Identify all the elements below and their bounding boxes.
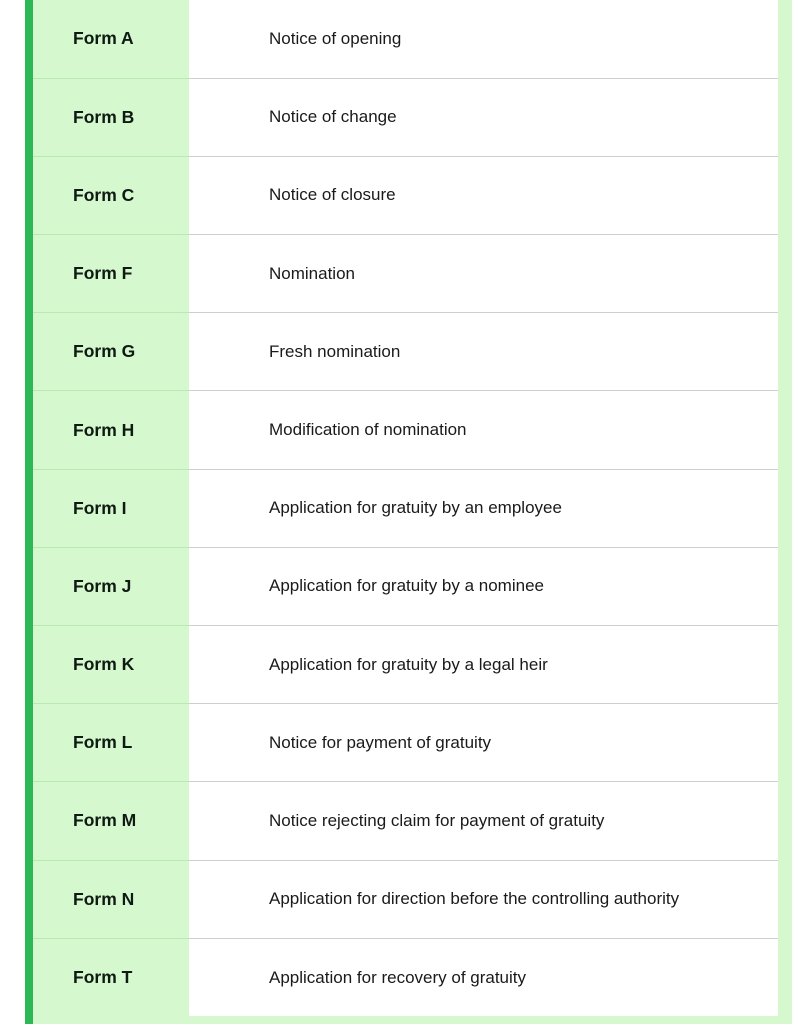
form-code-cell: Form N: [33, 860, 189, 938]
table-row: [33, 469, 778, 547]
form-code-cell: Form H: [33, 391, 189, 469]
table-row: [33, 0, 778, 78]
form-description-cell: Application for gratuity by an employee: [189, 469, 778, 547]
form-code-cell: Form B: [33, 78, 189, 156]
form-code-cell: Form M: [33, 782, 189, 860]
form-description-cell: Modification of nomination: [189, 391, 778, 469]
table-row: [33, 156, 778, 234]
form-description-cell: Application for direction before the controlling authority: [189, 860, 778, 938]
forms-table-body: [33, 0, 778, 1016]
form-description-cell: Nomination: [189, 235, 778, 313]
form-code-cell: Form A: [33, 0, 189, 78]
form-code-cell: Form K: [33, 626, 189, 704]
form-description-cell: Fresh nomination: [189, 313, 778, 391]
form-description-cell: Notice of closure: [189, 156, 778, 234]
form-code-cell: Form T: [33, 938, 189, 1016]
table-row: [33, 78, 778, 156]
table-row: [33, 313, 778, 391]
table-row: [33, 860, 778, 938]
form-description-cell: Notice of change: [189, 78, 778, 156]
form-code-cell: Form F: [33, 235, 189, 313]
table-row: [33, 938, 778, 1016]
table-row: [33, 391, 778, 469]
forms-table: [33, 0, 778, 1016]
forms-table-container: [33, 0, 778, 1024]
table-row: [33, 547, 778, 625]
form-code-cell: Form G: [33, 313, 189, 391]
form-description-cell: Application for recovery of gratuity: [189, 938, 778, 1016]
form-description-cell: Notice for payment of gratuity: [189, 704, 778, 782]
table-row: [33, 626, 778, 704]
form-code-cell: Form C: [33, 156, 189, 234]
form-description-cell: Notice rejecting claim for payment of gratuity: [189, 782, 778, 860]
table-row: [33, 235, 778, 313]
form-description-cell: Application for gratuity by a legal heir: [189, 626, 778, 704]
table-row: [33, 782, 778, 860]
form-code-cell: Form J: [33, 547, 189, 625]
form-code-cell: Form L: [33, 704, 189, 782]
table-row: [33, 704, 778, 782]
form-description-cell: Application for gratuity by a nominee: [189, 547, 778, 625]
form-description-cell: Notice of opening: [189, 0, 778, 78]
form-code-cell: Form I: [33, 469, 189, 547]
